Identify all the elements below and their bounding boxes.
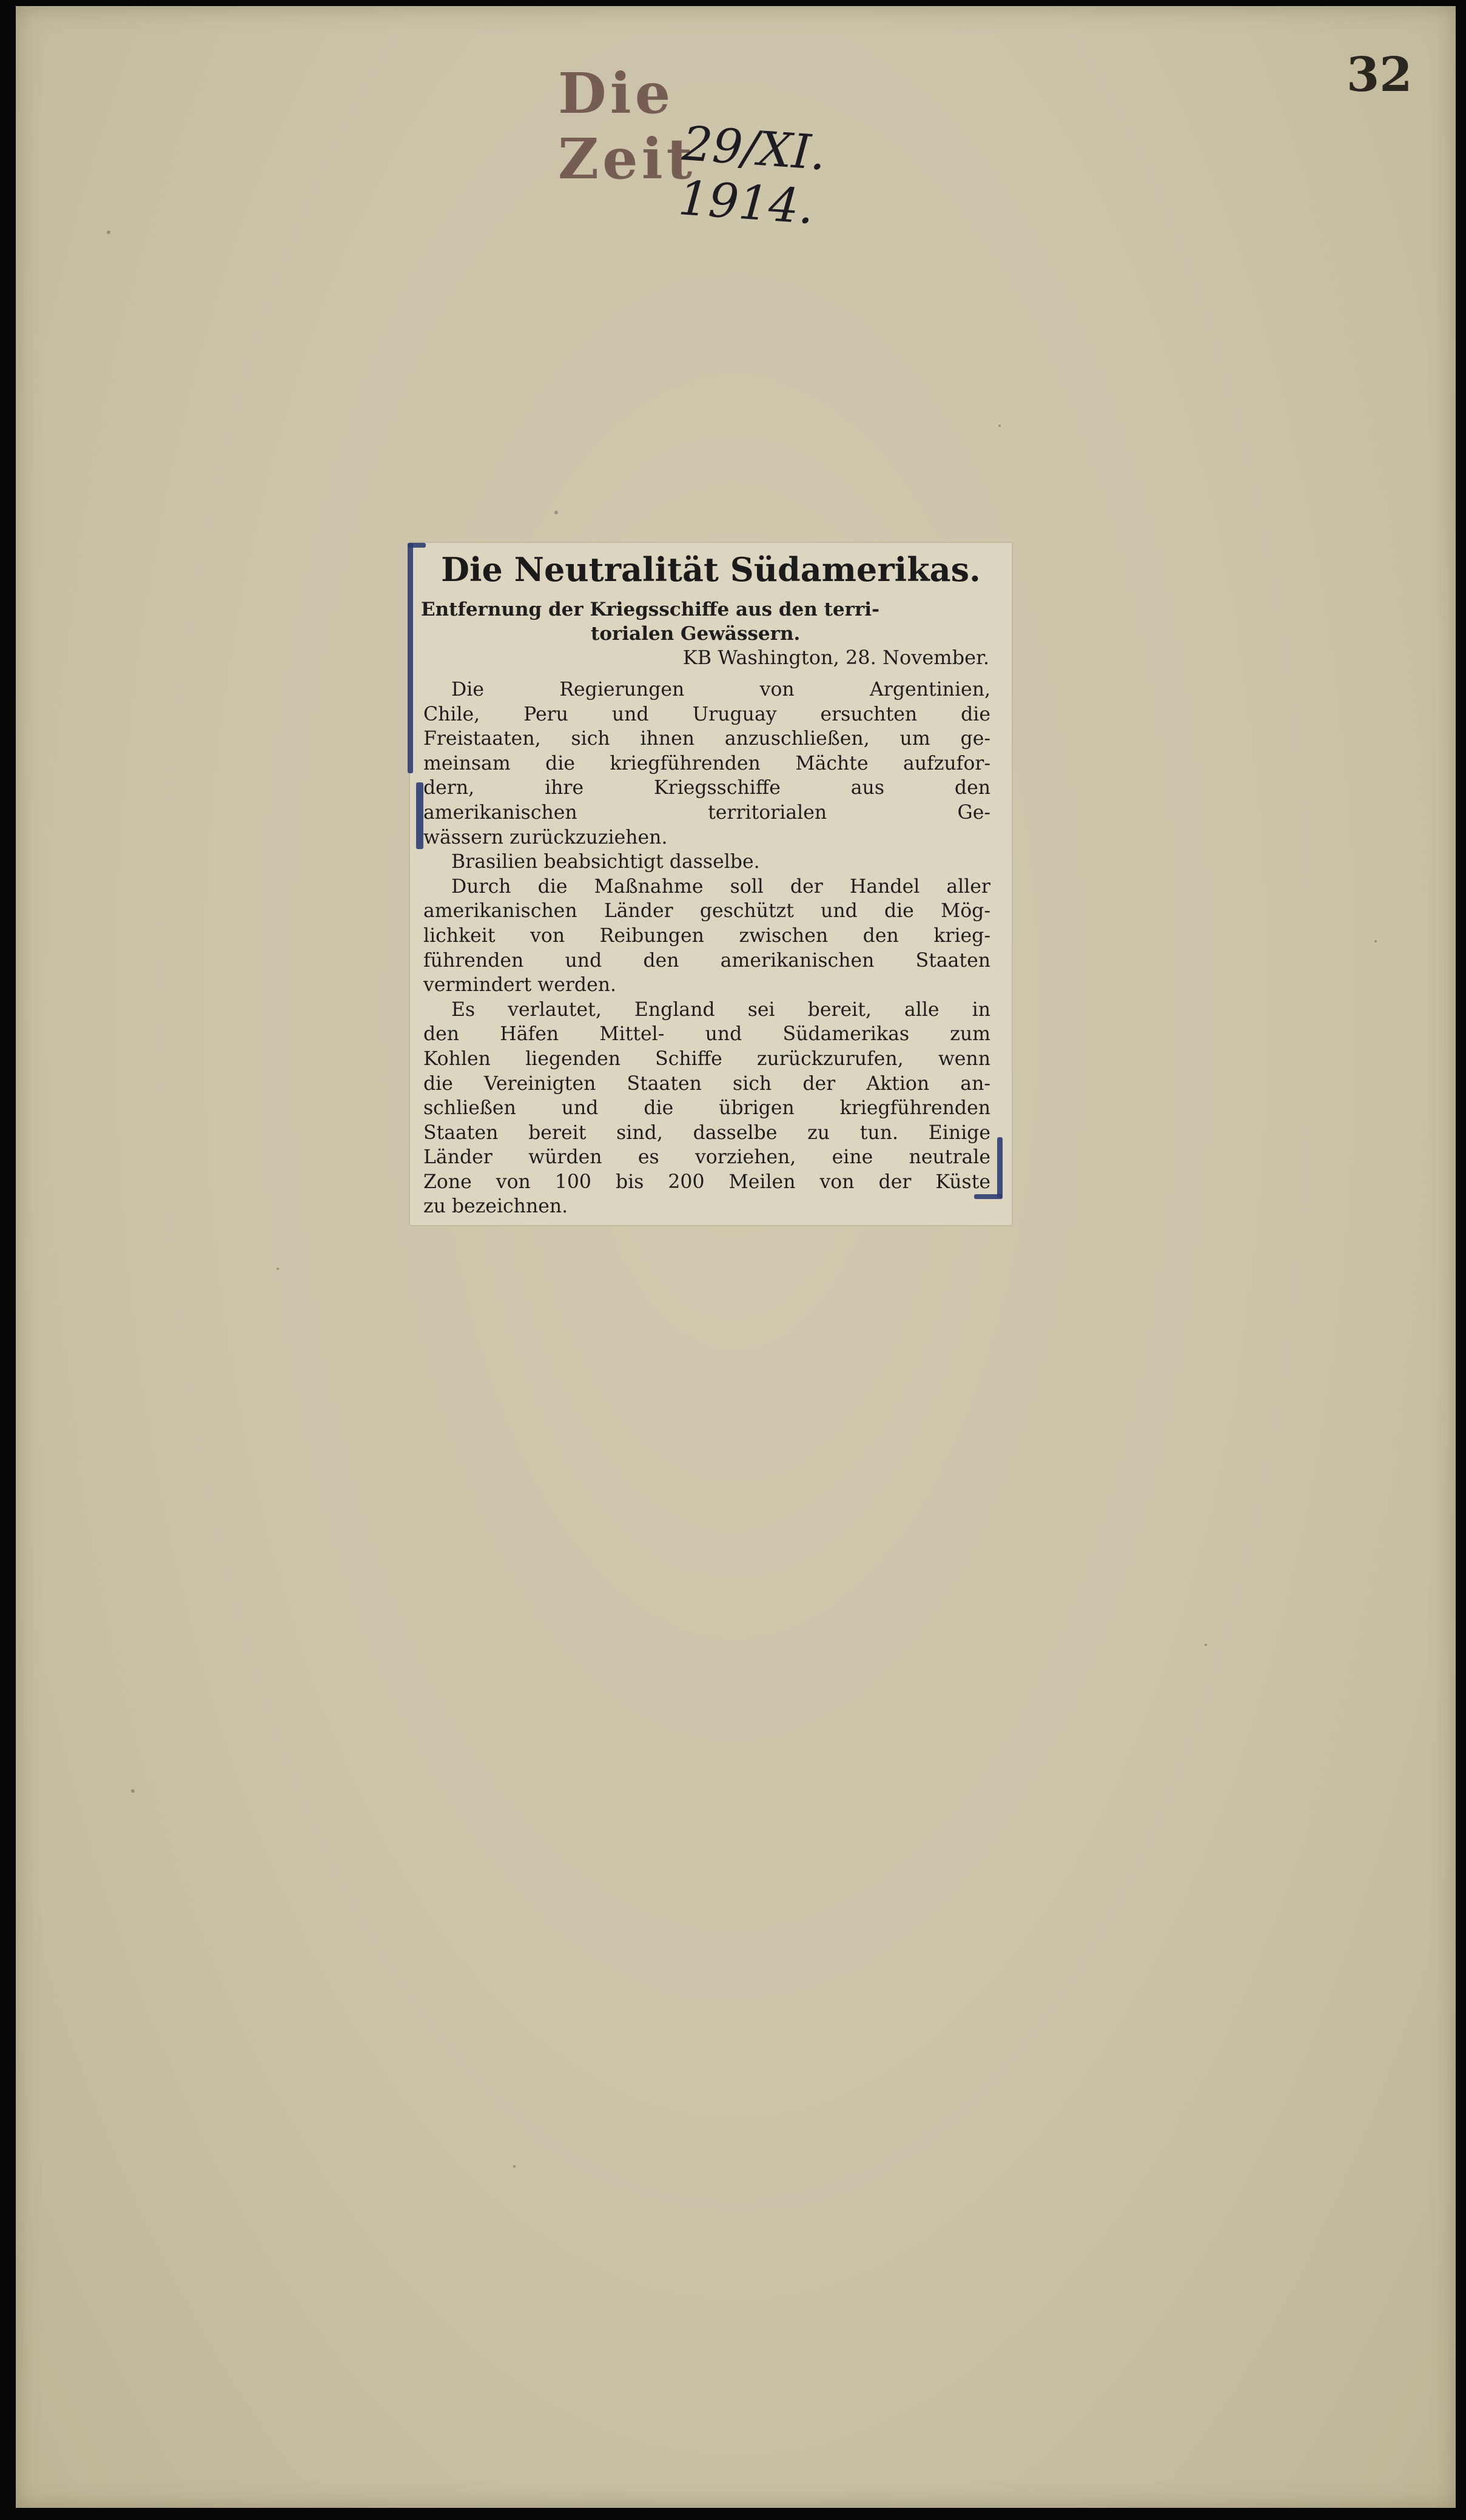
- article-line: Chile, Peru und Uruguay ersuchten die: [423, 703, 990, 725]
- paper-fleck: [513, 2165, 516, 2168]
- article-line: vermindert werden.: [423, 974, 617, 996]
- article-subtitle-line: Entfernung der Kriegsschiffe aus den terri-: [421, 599, 879, 620]
- article-line: Es verlautet, England sei bereit, alle in: [451, 998, 990, 1021]
- article-dateline: KB Washington, 28. November.: [682, 646, 989, 669]
- article-line: Brasilien beabsichtigt dasselbe.: [451, 851, 760, 873]
- article-line: zu bezeichnen.: [423, 1195, 568, 1218]
- article-line: Staaten bereit sind, dasselbe zu tun. Einige: [423, 1121, 990, 1144]
- article-line: führenden und den amerikanischen Staaten: [423, 949, 990, 972]
- article-line: amerikanischen territorialen Ge-: [423, 801, 990, 824]
- article-line: Kohlen liegenden Schiffe zurückzurufen, wenn: [423, 1047, 990, 1070]
- article-body: [423, 677, 990, 1219]
- page-number: 32: [1347, 47, 1413, 102]
- paper-fleck: [107, 230, 110, 234]
- archive-sheet: [16, 6, 1456, 2508]
- paper-fleck: [1374, 940, 1377, 942]
- handwritten-date: 29/XI. 1914.: [676, 116, 828, 235]
- article-subtitle: [421, 597, 1003, 646]
- paper-fleck: [998, 425, 1001, 427]
- article-line: dern, ihre Kriegsschiffe aus den: [423, 777, 990, 799]
- article-line: lichkeit von Reibungen zwischen den krieg-: [423, 924, 990, 947]
- paper-fleck: [1205, 1644, 1207, 1646]
- article-line: den Häfen Mittel- und Südamerikas zum: [423, 1023, 990, 1046]
- article-line: Durch die Maßnahme soll der Handel aller: [451, 875, 990, 898]
- article-line: schließen und die übrigen kriegführenden: [423, 1097, 990, 1120]
- blue-pencil-mark: [416, 782, 423, 849]
- article-line: Die Regierungen von Argentinien,: [451, 679, 990, 701]
- article-line: meinsam die kriegführenden Mächte aufzufor-: [423, 752, 990, 774]
- article-line: Zone von 100 bis 200 Meilen von der Küste: [423, 1171, 990, 1193]
- article-line: Länder würden es vorziehen, eine neutrale: [423, 1146, 990, 1169]
- paper-fleck: [277, 1268, 279, 1270]
- newspaper-clipping: [410, 543, 1012, 1225]
- article-line: Freistaaten, sich ihnen anzuschließen, um ge-: [423, 728, 990, 750]
- article-subtitle-line: torialen Gewässern.: [591, 623, 801, 645]
- blue-pencil-bracket: [408, 543, 426, 548]
- article-line: wässern zurückzuziehen.: [423, 826, 668, 848]
- article-line: amerikanischen Länder geschützt und die Mög-: [423, 900, 990, 922]
- newspaper-stamp: Die Zeit: [558, 61, 696, 192]
- blue-pencil-bracket: [997, 1137, 1003, 1198]
- article-title: Die Neutralität Südamerikas.: [441, 550, 981, 589]
- paper-fleck: [131, 1789, 135, 1793]
- paper-fleck: [554, 511, 558, 514]
- article-line: die Vereinigten Staaten sich der Aktion an-: [423, 1072, 990, 1095]
